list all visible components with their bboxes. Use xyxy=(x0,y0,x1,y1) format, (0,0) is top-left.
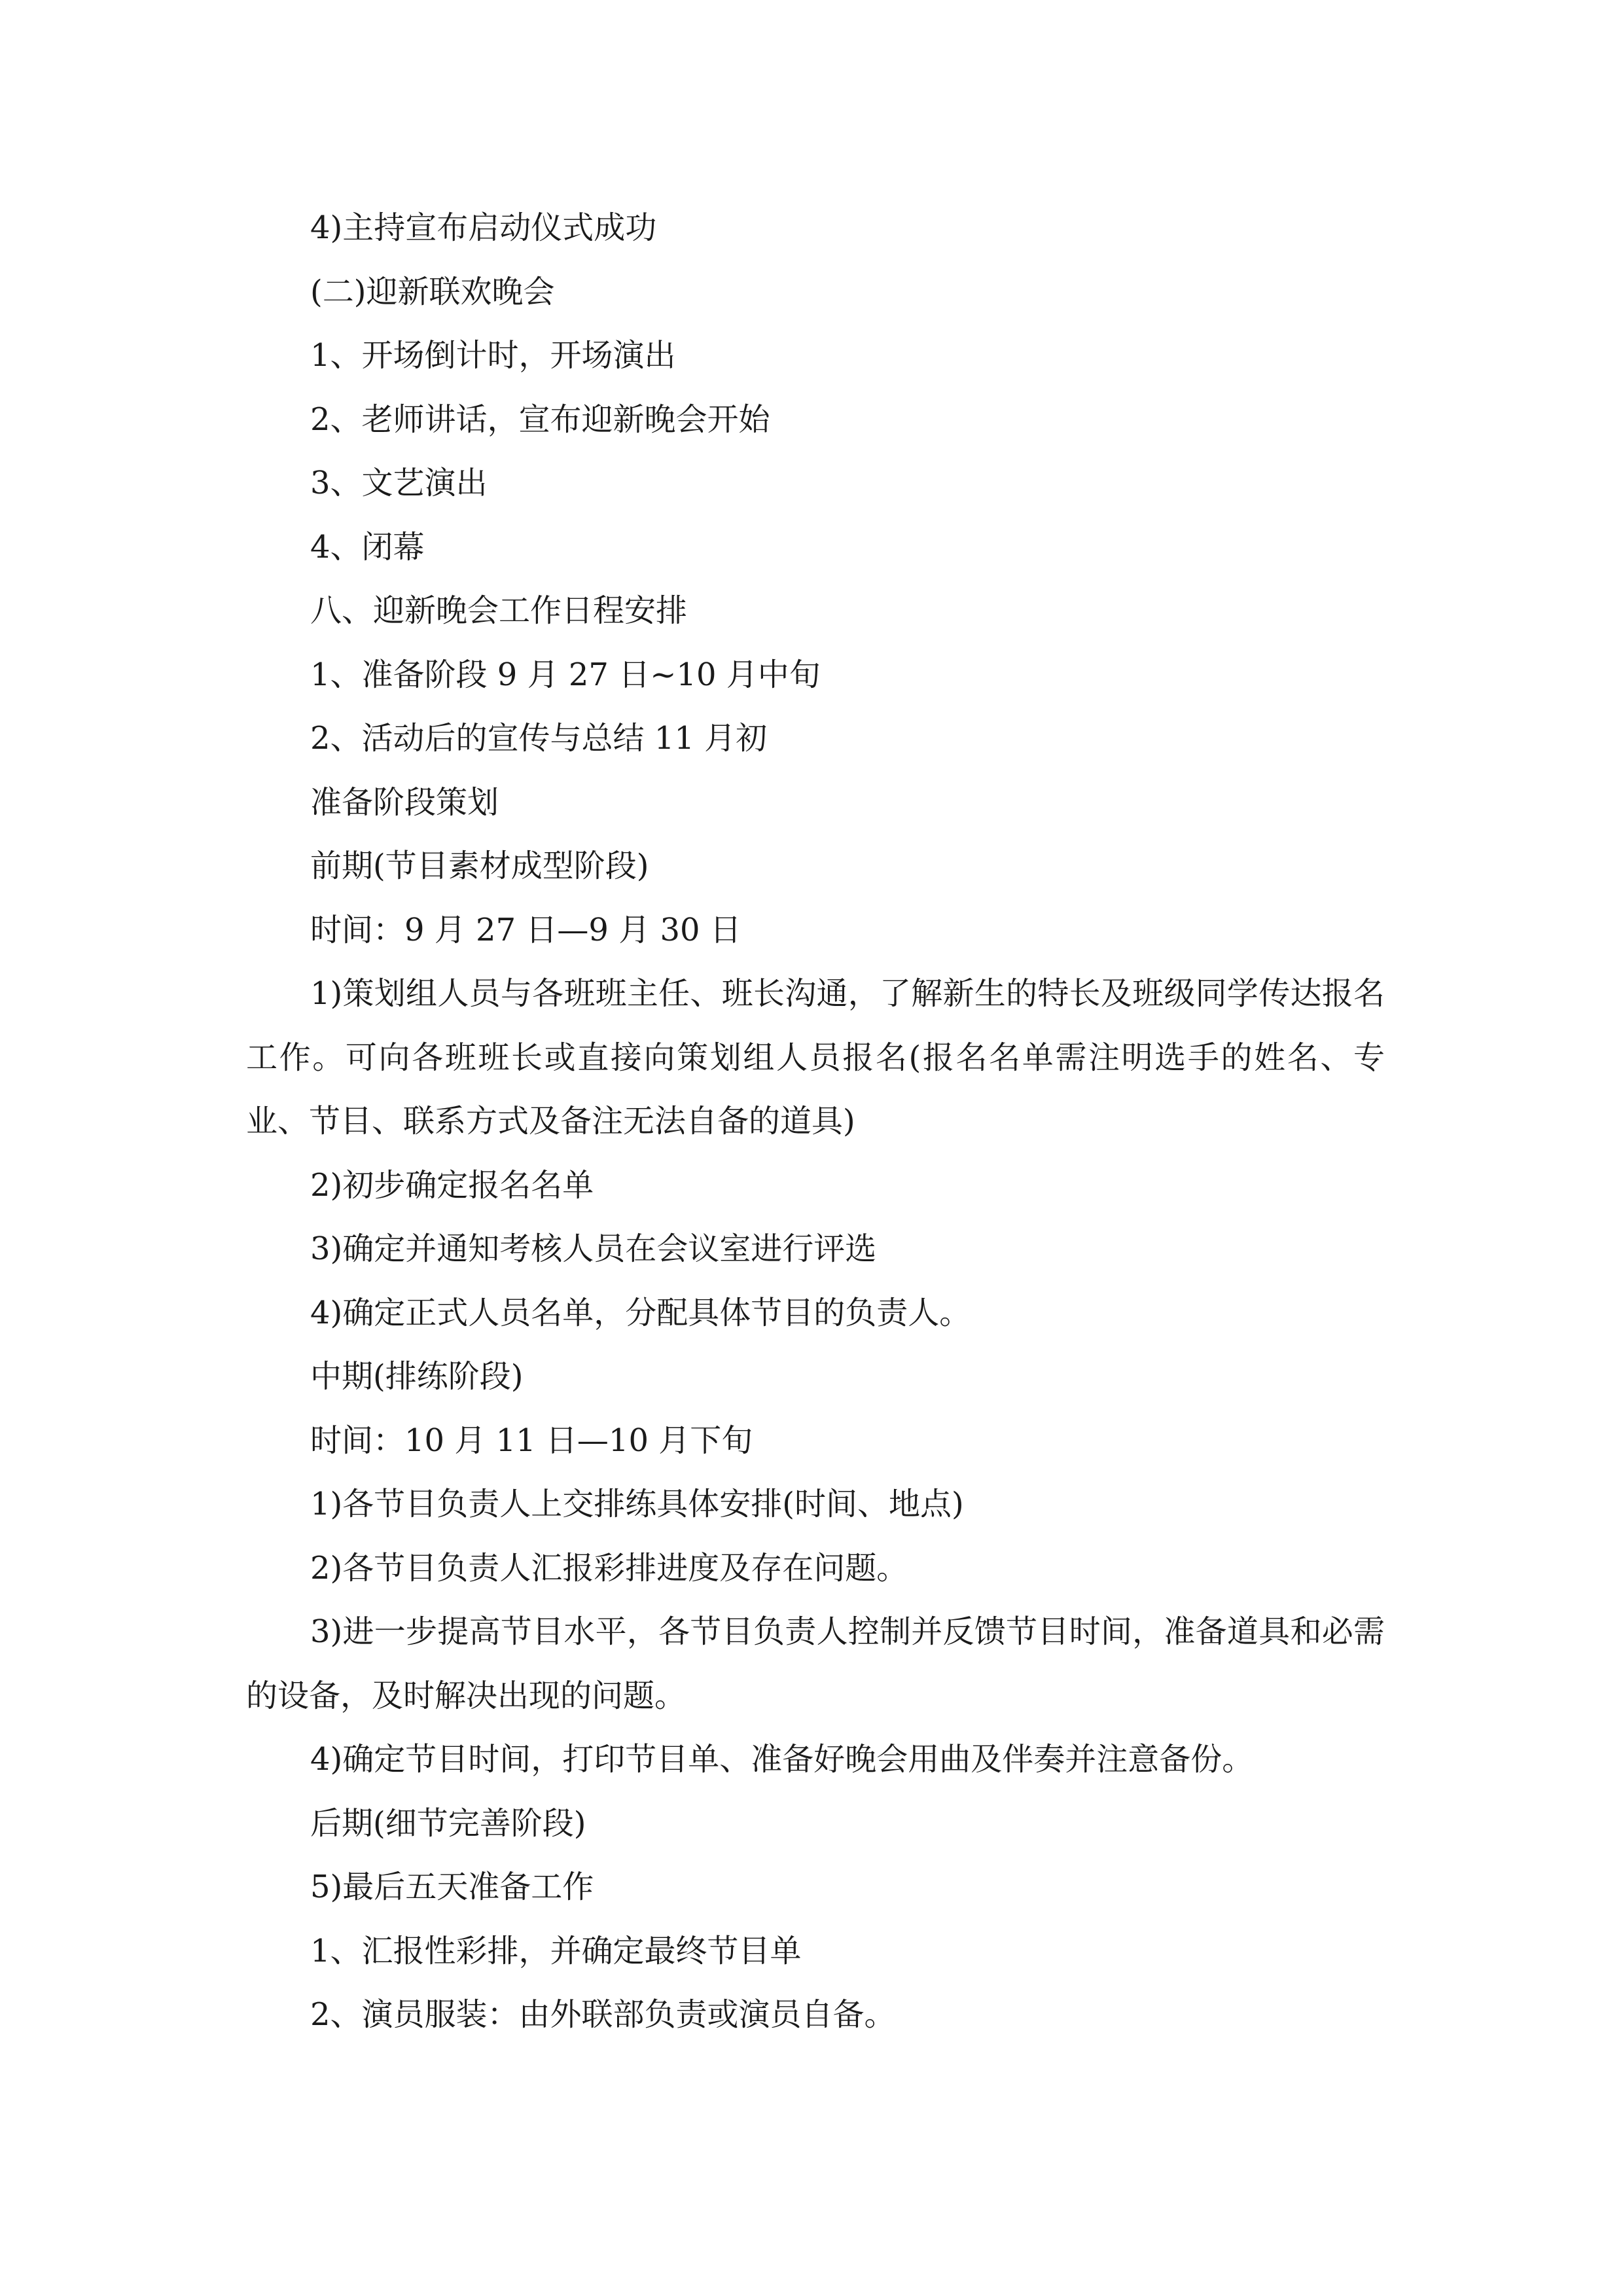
list-item: 3)确定并通知考核人员在会议室进行评选 xyxy=(310,1230,877,1267)
list-item: 1、汇报性彩排，并确定最终节目单 xyxy=(310,1932,802,1969)
list-item: 1、准备阶段 9 月 27 日~10 月中旬 xyxy=(310,656,821,693)
subsection-heading: 准备阶段策划 xyxy=(310,783,499,821)
list-item: 3、文艺演出 xyxy=(310,465,488,501)
list-item: 2)初步确定报名名单 xyxy=(310,1166,594,1204)
paragraph: 1)策划组人员与各班班主任、班长沟通，了解新生的特长及班级同学传达报名工作。可向各班班长或直接向策划组人员报名(报名名单需注明选手的姓名、专业、节目、联系方式及备注无法自备的道具) xyxy=(246,975,1385,1139)
list-item: 4、闭幕 xyxy=(310,528,425,565)
phase-heading: 后期(细节完善阶段) xyxy=(310,1804,586,1842)
phase-heading: 前期(节目素材成型阶段) xyxy=(310,848,649,884)
list-item: 2、老师讲话，宣布迎新晚会开始 xyxy=(310,401,770,438)
section-heading: (二)迎新联欢晚会 xyxy=(310,273,555,310)
list-item: 2、演员服装：由外联部负责或演员自备。 xyxy=(310,1996,896,2033)
list-item: 1、开场倒计时，开场演出 xyxy=(310,337,676,374)
list-item: 2、活动后的宣传与总结 11 月初 xyxy=(310,720,768,757)
list-item: 5)最后五天准备工作 xyxy=(310,1869,594,1905)
list-item: 1)各节目负责人上交排练具体安排(时间、地点) xyxy=(310,1486,964,1522)
list-item: 2)各节目负责人汇报彩排进度及存在问题。 xyxy=(310,1549,908,1587)
text-line: 4)主持宣布启动仪式成功 xyxy=(310,209,657,246)
document-body xyxy=(246,196,1385,2047)
phase-heading: 中期(排练阶段) xyxy=(310,1358,524,1395)
time-line: 时间：10 月 11 日—10 月下旬 xyxy=(310,1422,753,1459)
list-item: 4)确定节目时间，打印节目单、准备好晚会用曲及伴奏并注意备份。 xyxy=(310,1741,1254,1778)
time-line: 时间：9 月 27 日—9 月 30 日 xyxy=(310,911,741,948)
paragraph: 3)进一步提高节目水平，各节目负责人控制并反馈节目时间，准备道具和必需的设备，及时解决出现的问题。 xyxy=(246,1613,1385,1714)
list-item: 4)确定正式人员名单，分配具体节目的负责人。 xyxy=(310,1294,971,1331)
section-heading: 八、迎新晚会工作日程安排 xyxy=(310,592,688,629)
